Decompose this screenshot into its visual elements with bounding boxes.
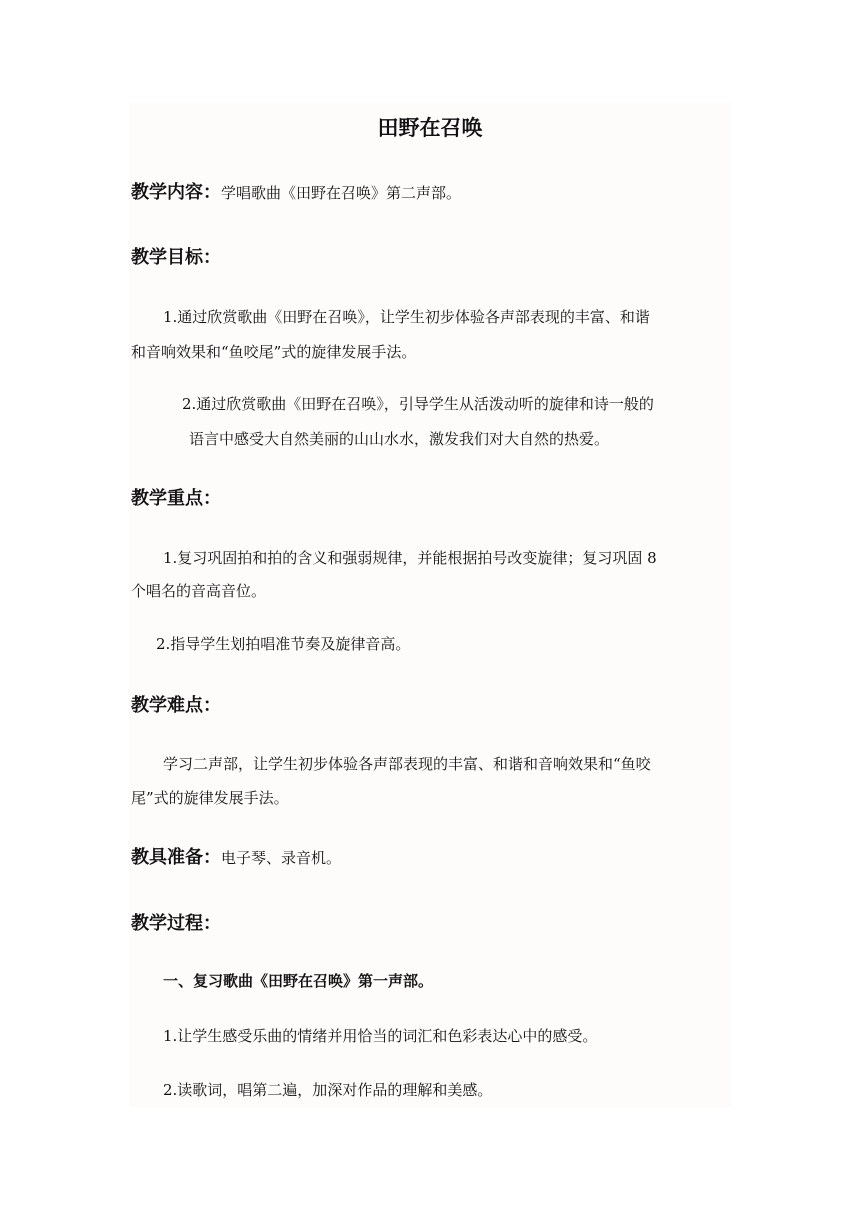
process-section-1-title: 一、复习歌曲《田野在召唤》第一声部。 (163, 972, 434, 990)
key-point-1-line-2: 个唱名的音高音位。 (131, 582, 267, 600)
content-text: 学唱歌曲《田野在召唤》第二声部。 (221, 184, 462, 202)
key-points-heading: 教学重点： (131, 488, 221, 509)
key-point-2: 2.指导学生划拍唱准节奏及旋律音高。 (156, 635, 411, 653)
goal-2-line-2: 语言中感受大自然美丽的山山水水，激发我们对大自然的热爱。 (189, 430, 610, 448)
difficulties-heading: 教学难点： (131, 695, 221, 716)
goal-2-line-1: 2.通过欣赏歌曲《田野在召唤》，引导学生从活泼动听的旋律和诗一般的 (182, 395, 654, 413)
goal-1-line-2: 和音响效果和“鱼咬尾”式的旋律发展手法。 (131, 343, 417, 361)
process-step-2: 2.读歌词，唱第二遍，加深对作品的理解和美感。 (163, 1081, 493, 1099)
tools-text: 电子琴、录音机。 (221, 849, 342, 867)
content-label: 教学内容： (131, 182, 221, 203)
goal-1-line-1: 1.通过欣赏歌曲《田野在召唤》，让学生初步体验各声部表现的丰富、和谐 (163, 308, 650, 326)
process-step-1: 1.让学生感受乐曲的情绪并用恰当的词汇和色彩表达心中的感受。 (163, 1027, 598, 1045)
tools-label: 教具准备： (131, 847, 221, 868)
difficulties-line-2: 尾”式的旋律发展手法。 (131, 789, 289, 807)
content-line (131, 184, 461, 202)
difficulties-line-1: 学习二声部，让学生初步体验各声部表现的丰富、和谐和音响效果和“鱼咬 (163, 755, 651, 773)
goals-heading: 教学目标： (131, 247, 221, 268)
key-point-1-line-1: 1.复习巩固拍和拍的含义和强弱规律，并能根据拍号改变旋律；复习巩固 8 (163, 549, 657, 567)
tools-line (131, 849, 341, 867)
process-heading: 教学过程： (131, 913, 221, 934)
document-title: 田野在召唤 (377, 116, 483, 140)
